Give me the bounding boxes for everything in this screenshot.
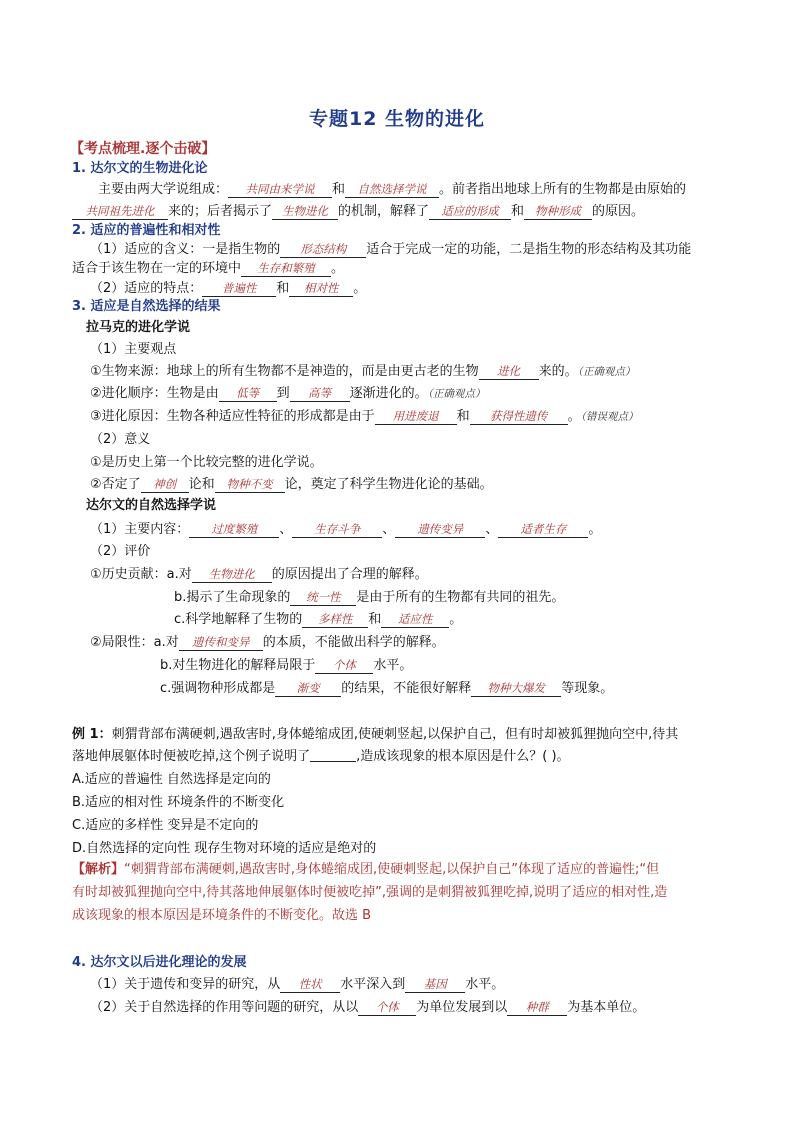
analysis-line-3: 成该现象的根本原因是环境条件的不断变化。故选 B (72, 908, 372, 923)
fill-blank: 物种大爆发 (471, 680, 561, 697)
option-b: B.适应的相对性 环境条件的不断变化 (72, 795, 285, 810)
s1-line-1 (98, 181, 686, 199)
text: （1）适应的含义：一是指生物的 (90, 242, 281, 257)
text: “刺猬背部布满硬刺,遇敌害时,身体蜷缩成团,使硬刺竖起,以保护自己”体现了适应的普遍性;“但 (124, 862, 660, 877)
fill-blank: 渐变 (275, 680, 341, 697)
text: 的结果，不能很好解释 (341, 681, 472, 696)
text: 的机制，解释了 (338, 204, 430, 219)
fill-blank: 遗传和变异 (179, 634, 263, 651)
text: ①历史贡献：a.对 (90, 567, 192, 582)
text: 适合于完成一定的功能，二是指生物的形态结构及其功能 (366, 242, 692, 257)
analysis-line-1 (72, 861, 659, 879)
fill-blank: 神创 (141, 476, 189, 493)
note: （正确观点） (427, 388, 486, 400)
text: 、 (485, 522, 499, 537)
fill-blank: 进化 (479, 363, 539, 380)
fill-blank: 适者生存 (498, 521, 588, 538)
s3-p3: （2）评价 (90, 544, 151, 559)
text: 为单位发展到以 (416, 1000, 508, 1015)
text: c.科学地解释了生物的 (174, 612, 303, 627)
s3-f2 (160, 657, 412, 675)
text: 逐渐进化的。 (349, 386, 428, 401)
section-4-heading: 4. 达尔文以后进化理论的发展 (72, 955, 247, 970)
section-3-heading: 3. 适应是自然选择的结果 (72, 299, 221, 314)
text: b.揭示了生命现象的 (174, 590, 291, 605)
s3-d1 (90, 521, 601, 539)
s2-line-3 (90, 280, 366, 298)
analysis-line-2: 有时却被狐狸抛向空中,待其落地伸展躯体时便被吃掉”,强调的是刺猬被狐狸吃掉,说明了适应的相对性,造 (72, 885, 668, 900)
s3-e2 (174, 589, 564, 607)
darwin-heading: 达尔文的自然选择学说 (86, 498, 217, 513)
text: ,造成该现象的根本原因是什么？( )。 (356, 749, 570, 764)
fill-blank: 用进废退 (375, 408, 457, 425)
text: 、 (382, 522, 396, 537)
fill-blank: 生存斗争 (292, 521, 382, 538)
text: 和 (276, 281, 290, 296)
fill-blank: 适应的形成 (429, 203, 511, 220)
fill-blank: 低等 (219, 385, 277, 402)
text: 。 (449, 612, 463, 627)
fill-blank: 物种不变 (215, 476, 285, 493)
fill-blank: 普遍性 (202, 280, 276, 297)
text: （2）关于自然选择的作用等问题的研究，从以 (90, 1000, 359, 1015)
text: 和 (456, 409, 470, 424)
text: 来的；后者揭示了 (168, 204, 273, 219)
example-question-line-1 (72, 726, 678, 744)
section-1-heading: 1. 达尔文的生物进化论 (72, 161, 208, 176)
fill-blank: 过度繁殖 (189, 521, 279, 538)
text: 的原因提出了合理的解释。 (271, 567, 428, 582)
text: （1）关于遗传和变异的研究，从 (90, 977, 281, 992)
text: 落地伸展躯体时便被吃掉,这个例子说明了 (72, 749, 311, 764)
text: 是由于所有的生物都有共同的祖先。 (356, 590, 565, 605)
text: c.强调物种形成都是 (160, 681, 276, 696)
analysis-label: 【解析】 (72, 862, 125, 877)
fill-blank: 统一性 (290, 589, 356, 606)
fill-blank: 遗传变异 (395, 521, 485, 538)
text: （1）主要内容： (90, 522, 190, 537)
s2-line-2 (72, 260, 344, 278)
option-d: D.自然选择的定向性 现存生物对环境的适应是绝对的 (72, 841, 377, 856)
text: 。前者指出地球上所有的生物都是由原始的 (439, 182, 687, 197)
fill-blank: 生物进化 (192, 566, 272, 583)
s3-o2 (90, 385, 485, 403)
s3-e3 (174, 611, 462, 629)
fill-blank: 获得性遗传 (470, 408, 568, 425)
text: 来的。 (538, 364, 578, 379)
text: 和 (368, 612, 382, 627)
text: ②局限性：a.对 (90, 635, 179, 650)
text: 。 (353, 281, 367, 296)
fill-blank: 形态结构 (280, 241, 366, 258)
text: 水平。 (465, 977, 505, 992)
text: 适合于该生物在一定的环境中 (72, 261, 242, 276)
fill-blank: 个体 (315, 657, 373, 674)
text: 和 (511, 204, 525, 219)
fill-blank: 相对性 (289, 280, 353, 297)
text: ①生物来源：地球上的所有生物都不是神造的，而是由更古老的生物 (90, 364, 479, 379)
text: 的本质，不能做出科学的解释。 (262, 635, 445, 650)
text: 和 (332, 182, 346, 197)
fill-blank: 高等 (290, 385, 350, 402)
fill-blank: 物种形成 (524, 203, 592, 220)
s3-p2: （2）意义 (90, 432, 151, 447)
text: 水平。 (373, 658, 413, 673)
example-label: 例 1： (72, 727, 112, 742)
section-2-heading: 2. 适应的普遍性和相对性 (72, 223, 221, 238)
text: 的原因。 (592, 204, 645, 219)
fill-blank: 多样性 (302, 611, 368, 628)
answer-blank (310, 748, 356, 762)
s3-m1: ①是历史上第一个比较完整的进化学说。 (90, 455, 323, 470)
text: ③进化原因：生物各种适应性特征的形成都是由于 (90, 409, 375, 424)
text: 为基本单位。 (567, 1000, 646, 1015)
text: 。 (588, 522, 602, 537)
s4-line-1 (90, 976, 504, 994)
s3-p1: （1）主要观点 (90, 342, 177, 357)
fill-blank: 自然选择学说 (345, 181, 439, 198)
text: b.对生物进化的解释局限于 (160, 658, 316, 673)
text: 论和 (188, 477, 215, 492)
text: 。 (331, 261, 345, 276)
text: 等现象。 (561, 681, 614, 696)
option-c: C.适应的多样性 变异是不定向的 (72, 818, 259, 833)
fill-blank: 基因 (405, 976, 465, 993)
fill-blank: 共同由来学说 (228, 181, 332, 198)
page-title: 专题12 生物的进化 (308, 108, 486, 130)
fill-blank: 共同祖先进化 (72, 203, 168, 220)
text: 水平深入到 (340, 977, 406, 992)
text: 到 (276, 386, 290, 401)
text: ②否定了 (90, 477, 141, 492)
note: （正确观点） (577, 366, 636, 378)
fill-blank: 适应性 (381, 611, 449, 628)
text: 。 (567, 409, 581, 424)
fill-blank: 性状 (280, 976, 340, 993)
s4-line-2 (90, 999, 645, 1017)
text: 主要由两大学说组成： (98, 182, 229, 197)
option-a: A.适应的普遍性 自然选择是定向的 (72, 772, 271, 787)
lamarck-heading: 拉马克的进化学说 (86, 320, 191, 335)
text: 论，奠定了科学生物进化论的基础。 (284, 477, 493, 492)
text: ②进化顺序：生物是由 (90, 386, 219, 401)
s2-line-1 (90, 241, 691, 259)
example-question-line-2 (72, 748, 570, 766)
fill-blank: 种群 (507, 999, 567, 1016)
section-banner: 【考点梳理.逐个击破】 (70, 141, 216, 157)
s1-line-2 (72, 203, 644, 221)
s3-f1 (90, 634, 445, 652)
text: 、 (279, 522, 293, 537)
s3-f3 (160, 680, 613, 698)
s3-e1 (90, 566, 428, 584)
s3-m2 (90, 476, 493, 494)
s3-o1 (90, 363, 635, 381)
text: （2）适应的特点： (90, 281, 203, 296)
text: 刺猬背部布满硬刺,遇敌害时,身体蜷缩成团,使硬刺竖起,以保护自己，但有时却被狐狸抛向空中,待其 (111, 727, 679, 742)
s3-o3 (90, 408, 638, 426)
fill-blank: 个体 (358, 999, 416, 1016)
note: （错误观点） (580, 411, 639, 423)
fill-blank: 生存和繁殖 (241, 260, 331, 277)
fill-blank: 生物进化 (272, 203, 338, 220)
